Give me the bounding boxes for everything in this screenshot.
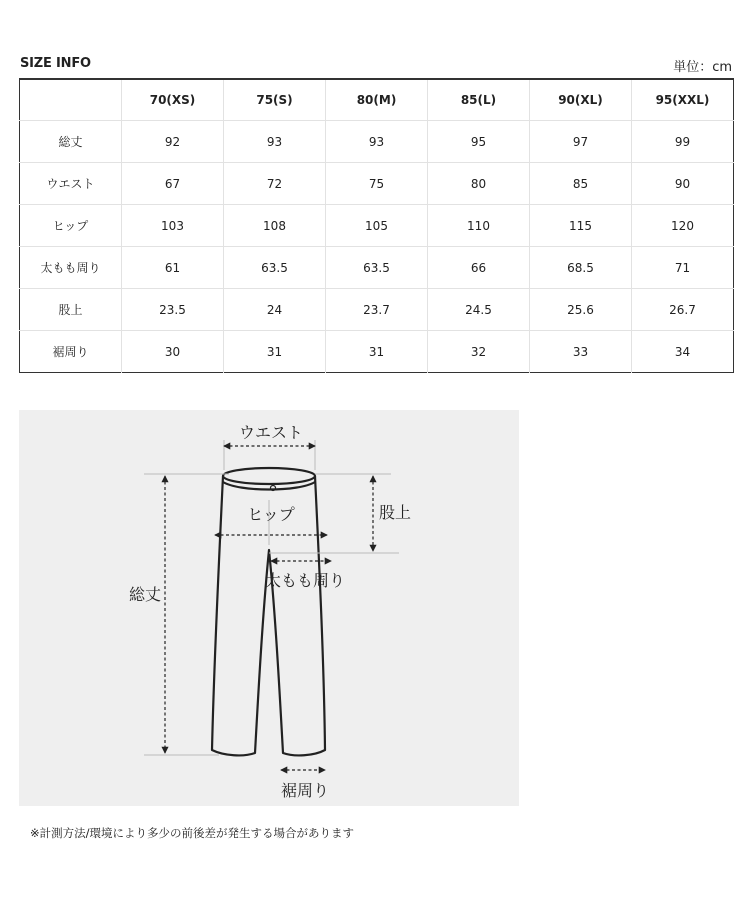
table-cell: 31 [224,331,326,373]
table-cell: 108 [224,205,326,247]
column-header: 90(XL) [530,79,632,121]
table-cell: 110 [428,205,530,247]
pants-measurement-diagram [19,410,519,806]
row-label: ウエスト [20,163,122,205]
table-cell: 23.5 [122,289,224,331]
table-cell: 92 [122,121,224,163]
table-cell: 32 [428,331,530,373]
table-cell: 26.7 [632,289,734,331]
pants-waistband [223,468,315,484]
row-label: 総丈 [20,121,122,163]
table-cell: 63.5 [224,247,326,289]
row-label: 股上 [20,289,122,331]
table-cell: 105 [326,205,428,247]
table-header-row [20,79,734,121]
table-cell: 63.5 [326,247,428,289]
unit-label: 単位：cm [673,60,732,75]
table-cell: 24.5 [428,289,530,331]
row-label: ヒップ [20,205,122,247]
column-header: 70(XS) [122,79,224,121]
table-cell: 25.6 [530,289,632,331]
table-row [20,121,734,163]
measurement-note: ※計測方法/環境により多少の前後差が発生する場合があります [30,826,355,840]
table-row [20,247,734,289]
length-label: 総丈 [128,585,162,604]
table-cell: 30 [122,331,224,373]
table-cell: 103 [122,205,224,247]
row-label: 裾周り [20,331,122,373]
table-cell: 71 [632,247,734,289]
table-cell: 90 [632,163,734,205]
size-info-title: SIZE INFO [20,56,91,71]
waist-label: ウエスト [238,423,304,442]
table-cell: 95 [428,121,530,163]
table-cell: 68.5 [530,247,632,289]
table-cell: 93 [326,121,428,163]
column-header: 80(M) [326,79,428,121]
guide-lines [144,440,399,755]
table-cell: 85 [530,163,632,205]
table-cell: 24 [224,289,326,331]
table-cell: 120 [632,205,734,247]
table-row [20,331,734,373]
table-row [20,205,734,247]
hip-label: ヒップ [247,505,295,524]
table-cell: 80 [428,163,530,205]
row-label: 太もも周り [20,247,122,289]
column-header: 75(S) [224,79,326,121]
hem-label: 裾周り [280,781,330,800]
table-cell: 61 [122,247,224,289]
measurement-arrows [165,446,373,770]
table-cell: 75 [326,163,428,205]
table-cell: 99 [632,121,734,163]
thigh-label: 太もも周り [264,571,346,590]
table-cell: 34 [632,331,734,373]
size-info-header [20,56,732,76]
table-cell: 33 [530,331,632,373]
table-cell: 67 [122,163,224,205]
table-cell: 72 [224,163,326,205]
table-cell: 66 [428,247,530,289]
table-row [20,163,734,205]
rise-label: 股上 [379,503,412,522]
table-row [20,289,734,331]
column-header: 95(XXL) [632,79,734,121]
table-cell: 93 [224,121,326,163]
table-cell: 31 [326,331,428,373]
table-cell: 115 [530,205,632,247]
table-cell: 97 [530,121,632,163]
column-header [20,79,122,121]
table-cell: 23.7 [326,289,428,331]
column-header: 85(L) [428,79,530,121]
size-table [19,78,734,373]
